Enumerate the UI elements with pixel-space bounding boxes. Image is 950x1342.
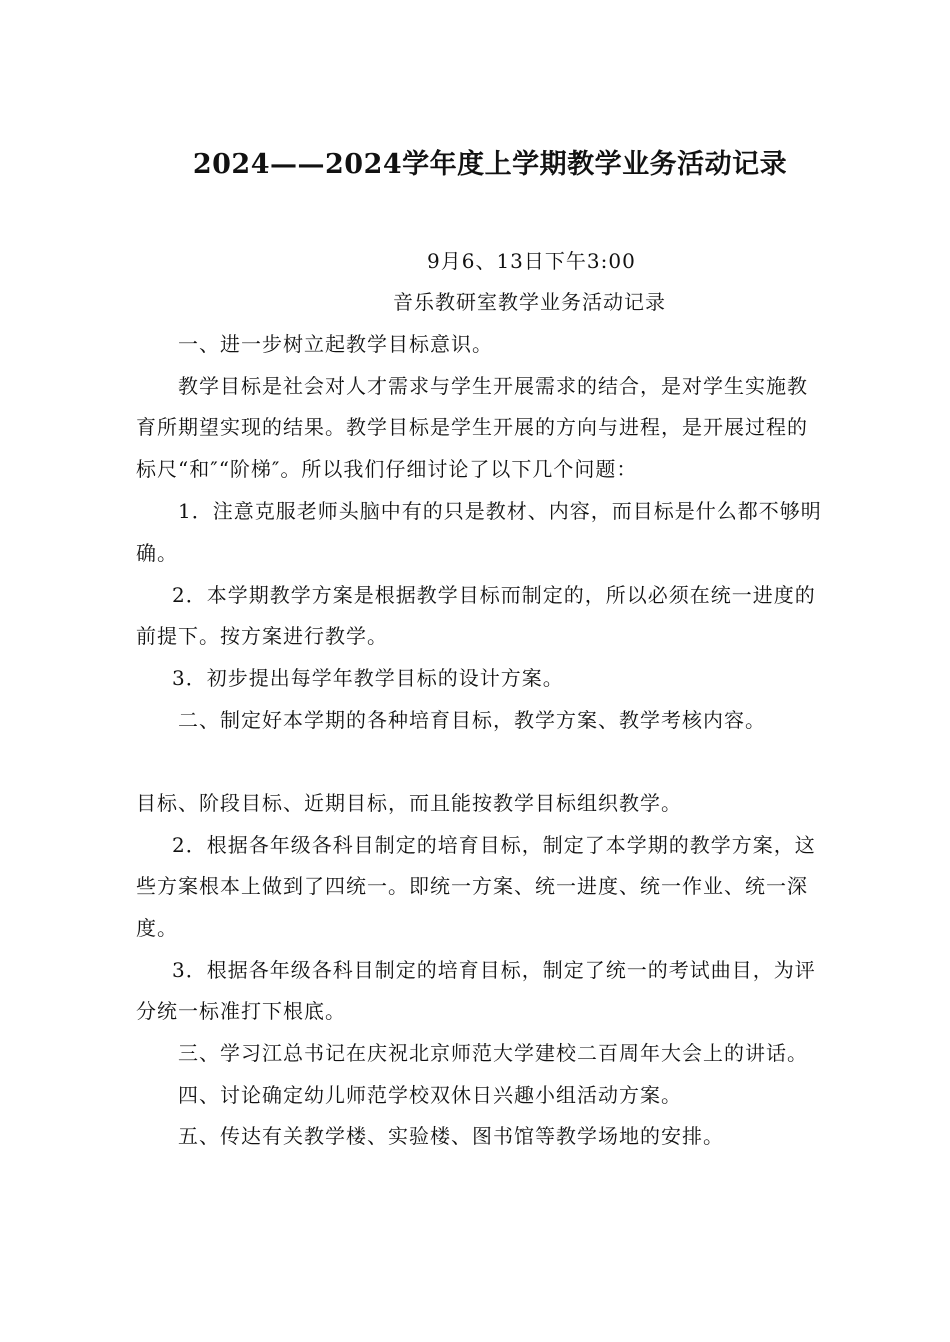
paragraph-line: 育所期望实现的结果。教学目标是学生开展的方向与进程，是开展过程的 <box>136 415 808 439</box>
list-item-line: 些方案根本上做到了四统一。即统一方案、统一进度、统一作业、统一深 <box>136 874 808 898</box>
list-item-line: 1．注意克服老师头脑中有的只是教材、内容，而目标是什么都不够明 <box>178 499 822 523</box>
section-heading-3: 三、学习江总书记在庆祝北京师范大学建校二百周年大会上的讲话。 <box>178 1041 808 1065</box>
list-item-line: 3．根据各年级各科目制定的培育目标，制定了统一的考试曲目，为评 <box>172 958 816 982</box>
section-heading-5: 五、传达有关教学楼、实验楼、图书馆等教学场地的安排。 <box>178 1124 724 1148</box>
paragraph-line: 标尺“和″“阶梯″。所以我们仔细讨论了以下几个问题： <box>136 457 638 481</box>
list-item-line: 2．本学期教学方案是根据教学目标而制定的，所以必须在统一进度的 <box>172 583 816 607</box>
list-item-line: 度。 <box>136 916 178 940</box>
meeting-room: 音乐教研室教学业务活动记录 <box>393 290 666 314</box>
meeting-date: 9月6、13日下午3:00 <box>427 249 636 273</box>
list-item-line: 前提下。按方案进行教学。 <box>136 624 388 648</box>
list-item-line: 2．根据各年级各科目制定的培育目标，制定了本学期的教学方案，这 <box>172 833 816 857</box>
paragraph-line: 教学目标是社会对人才需求与学生开展需求的结合，是对学生实施教 <box>178 374 808 398</box>
document-title: 2024——2024学年度上学期教学业务活动记录 <box>192 149 788 180</box>
section-heading-2: 二、制定好本学期的各种培育目标，教学方案、教学考核内容。 <box>178 708 766 732</box>
section-heading-4: 四、讨论确定幼儿师范学校双休日兴趣小组活动方案。 <box>178 1083 682 1107</box>
list-item-line: 3．初步提出每学年教学目标的设计方案。 <box>172 666 564 690</box>
section-heading-1: 一、进一步树立起教学目标意识。 <box>178 332 493 356</box>
paragraph-line: 目标、阶段目标、近期目标，而且能按教学目标组织教学。 <box>136 791 682 815</box>
list-item-line: 确。 <box>136 541 178 565</box>
list-item-line: 分统一标准打下根底。 <box>136 999 346 1023</box>
